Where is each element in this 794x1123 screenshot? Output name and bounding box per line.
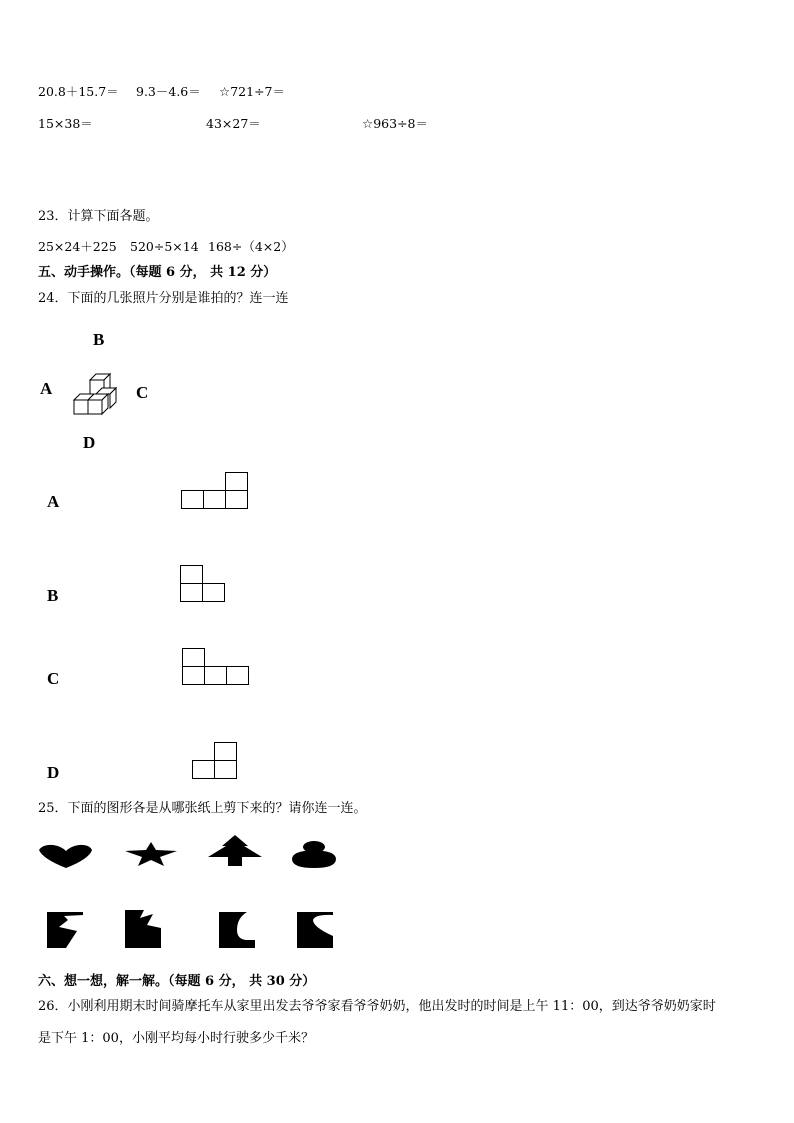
- position-label: B: [93, 330, 105, 349]
- calc-item: 20.8＋15.7＝: [38, 84, 119, 99]
- question-25-title: 25．下面的图形各是从哪张纸上剪下来的？请你连一连。: [38, 801, 367, 816]
- view-a-figure: [181, 472, 251, 512]
- calc-item: ☆963÷8＝: [362, 116, 428, 131]
- section-6-heading: 六、想一想，解一解。（每题 6 分， 共 30 分）: [38, 974, 316, 989]
- folded-paper-3: [219, 912, 257, 950]
- calc-item: 9.3－4.6＝: [136, 84, 201, 99]
- view-label-d: D: [47, 763, 60, 782]
- heart-shape: [39, 843, 93, 869]
- calc-item: 168÷（4×2）: [208, 239, 294, 254]
- calc-item: ☆721÷7＝: [219, 84, 285, 99]
- view-label-b: B: [47, 586, 59, 605]
- calc-item: 25×24＋225: [38, 239, 117, 254]
- position-label: A: [40, 379, 53, 398]
- question-26-line-1: 26．小刚利用期末时间骑摩托车从家里出发去爷爷家看爷爷奶奶，他出发时的时间是上午 11：00，到达爷爷奶奶家时: [38, 999, 716, 1014]
- position-label: C: [136, 383, 149, 402]
- section-5-heading: 五、动手操作。（每题 6 分， 共 12 分）: [38, 265, 277, 280]
- tree-shape: [208, 835, 262, 867]
- position-label: D: [83, 433, 96, 452]
- calc-item: 43×27＝: [206, 116, 261, 131]
- folded-paper-1: [47, 912, 85, 950]
- calc-item: 520÷5×14: [130, 239, 199, 254]
- calc-item: 15×38＝: [38, 116, 93, 131]
- mushroom-shape: [292, 841, 338, 869]
- view-b-figure: [180, 565, 230, 605]
- view-label-a: A: [47, 492, 60, 511]
- view-d-figure: [192, 742, 242, 782]
- cube-solid-figure: [70, 364, 122, 420]
- folded-paper-4: [297, 912, 335, 950]
- star-shape: [125, 842, 177, 866]
- question-23-title: 23．计算下面各题。: [38, 209, 159, 224]
- question-26-line-2: 是下午 1：00，小刚平均每小时行驶多少千米？: [38, 1031, 314, 1046]
- folded-paper-2: [125, 910, 163, 950]
- question-24-title: 24．下面的几张照片分别是谁拍的？连一连: [38, 291, 289, 306]
- view-label-c: C: [47, 669, 60, 688]
- view-c-figure: [182, 648, 254, 688]
